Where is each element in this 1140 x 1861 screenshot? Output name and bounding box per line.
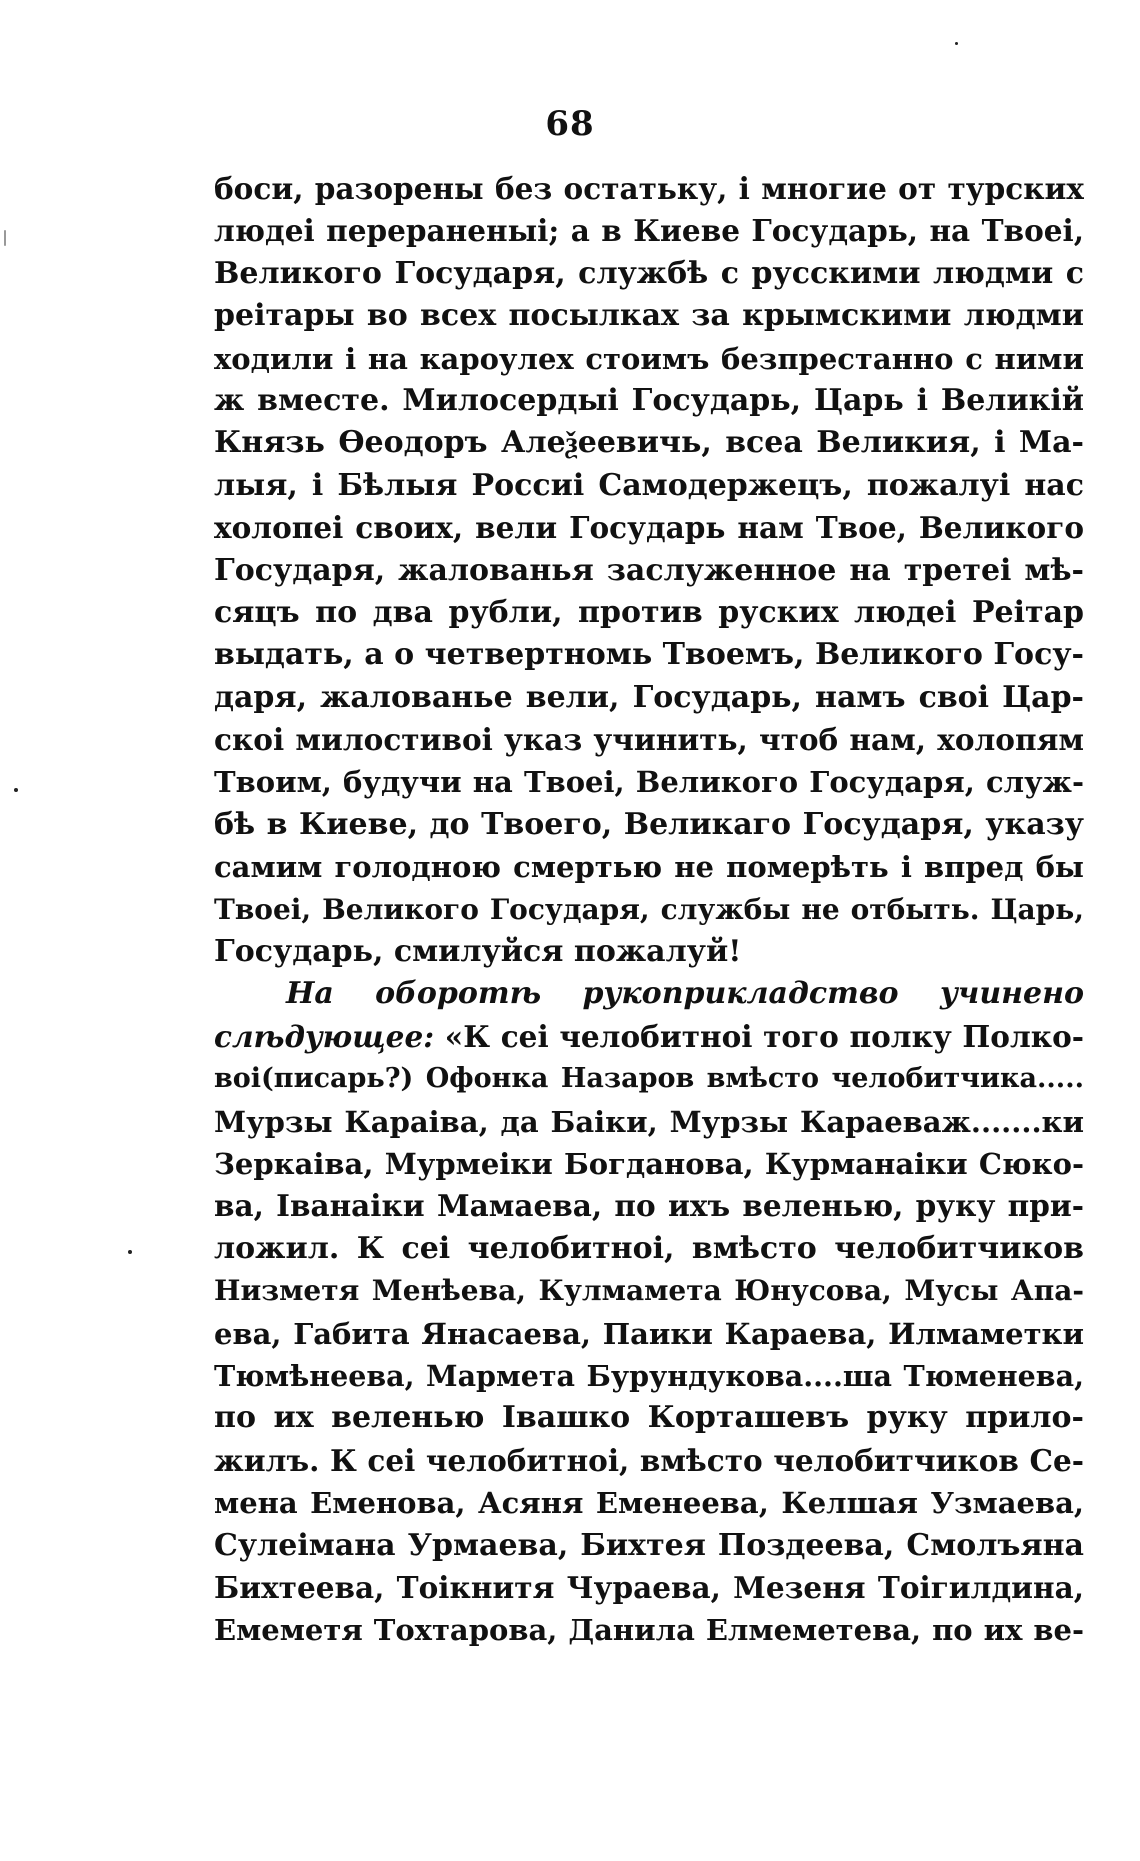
line-text: Государь, смилуйся пожалуй! — [214, 934, 742, 970]
scan-speck — [14, 788, 18, 792]
text-line — [214, 380, 1084, 422]
text-line — [214, 1525, 1084, 1567]
text-line — [214, 804, 1084, 846]
text-line — [214, 719, 1084, 761]
line-text: ходили і на кароулех стоимъ безпрестанно с ними — [214, 341, 1084, 376]
text-line — [214, 1270, 1084, 1312]
text-line — [214, 422, 1084, 464]
text-line — [214, 1185, 1084, 1227]
line-text: людеі перераненыі; а в Киеве Государь, на Твоеі, — [214, 213, 1084, 249]
text-line — [214, 253, 1084, 295]
line-text: Великого Государя, службѣ с русскими людми с — [214, 255, 1084, 291]
line-text: по их веленью Івашко Корташевъ руку прило- — [214, 1400, 1084, 1436]
line-text: «К сеі челобитноі того полку Полко- — [434, 1018, 1084, 1054]
text-line — [214, 1609, 1084, 1651]
line-text: боси, разорены без остатьку, і многие от турских — [214, 171, 1084, 206]
text-line — [214, 465, 1084, 507]
line-text: ева, Габита Янасаева, Паики Караева, Илмаметки — [214, 1316, 1084, 1351]
line-text: мена Еменова, Асяня Еменеева, Келшая Узмаева, — [214, 1486, 1084, 1521]
italic-text: На оборотѣ рукоприкладство учинено — [286, 976, 1084, 1012]
line-text: ложил. К сеі челобитноі, вмѣсто челобитчиков — [214, 1230, 1084, 1266]
line-text: Сулеімана Урмаева, Бихтея Поздеева, Смолъяна — [214, 1527, 1084, 1563]
text-line — [214, 931, 1084, 973]
line-text: ва, Іванаіки Мамаева, по ихъ веленью, руку при- — [214, 1188, 1084, 1224]
line-text: Князь Ѳеодоръ Алеѯеевичь, всеа Великия, і Ма- — [214, 425, 1084, 461]
text-line — [214, 295, 1084, 337]
line-text: Мурзы Караіва, да Баіки, Мурзы Караеваж.......ки — [214, 1104, 1084, 1139]
line-text: Твоим, будучи на Твоеі, Великого Государя, служ- — [214, 765, 1084, 800]
text-line — [214, 338, 1084, 380]
line-text: жилъ. К сеі челобитноі, вмѣсто челобитчиков Се- — [214, 1442, 1084, 1478]
text-line — [214, 210, 1084, 252]
text-line — [214, 1016, 1084, 1058]
text-line — [214, 1567, 1084, 1609]
text-line — [214, 1058, 1084, 1100]
scan-speck — [128, 1250, 132, 1254]
text-line — [214, 1440, 1084, 1482]
text-line — [214, 1397, 1084, 1439]
italic-text: слѣдующее: — [214, 1018, 435, 1054]
text-line — [214, 973, 1084, 1015]
line-text: сяцъ по два рубли, против руских людеі Реітар — [214, 594, 1084, 630]
scan-speck — [955, 42, 958, 45]
line-text: даря, жалованье вели, Государь, намъ своі Цар- — [214, 679, 1084, 715]
line-text: лыя, і Бѣлыя Россиі Самодержецъ, пожалуі нас — [214, 467, 1084, 503]
line-text: выдать, а о четвертномь Твоемъ, Великого Госу- — [214, 637, 1084, 673]
line-text: Тюмѣнеева, Мармета Бурундукова....ша Тюменева, — [214, 1358, 1084, 1393]
page-number: 68 — [545, 104, 595, 144]
text-line — [214, 1482, 1084, 1524]
text-line — [214, 761, 1084, 803]
line-text: воі(писарь?) Офонка Назаров вмѣсто челобитчика..... — [214, 1063, 1084, 1095]
line-text: Твоеі, Великого Государя, службы не отбыть. Царь, — [214, 892, 1084, 926]
line-text: ж вместе. Милосердыі Государь, Царь і Великій — [214, 382, 1084, 418]
text-line — [214, 634, 1084, 676]
line-text: Бихтеева, Тоікнитя Чураева, Мезеня Тоігилдина, — [214, 1569, 1084, 1605]
line-text: самим голодною смертью не померѣть і впред бы — [214, 850, 1084, 885]
line-text: Государя, жалованья заслуженное на третеі мѣ- — [214, 552, 1084, 588]
line-text: холопеі своих, вели Государь нам Твое, Великого — [214, 510, 1084, 546]
text-line — [214, 592, 1084, 634]
text-line — [214, 889, 1084, 931]
line-text: реітары во всех посылках за крымскими людми — [214, 298, 1084, 334]
scan-speck — [4, 230, 6, 246]
text-line — [214, 1355, 1084, 1397]
text-line — [214, 550, 1084, 592]
line-text: Зеркаіва, Мурмеіки Богданова, Курманаіки Сюко- — [214, 1146, 1084, 1181]
text-line — [214, 507, 1084, 549]
line-text: бѣ в Киеве, до Твоего, Великаго Государя, указу — [214, 806, 1084, 842]
text-line — [214, 1101, 1084, 1143]
line-text: Емеметя Тохтарова, Данила Елмеметева, по их ве- — [214, 1613, 1084, 1648]
text-line — [214, 677, 1084, 719]
text-line — [214, 846, 1084, 888]
line-text: Низметя Менѣева, Кулмамета Юнусова, Мусы Апа- — [214, 1274, 1084, 1308]
body-text — [214, 168, 1084, 1652]
text-line — [214, 1313, 1084, 1355]
line-text: скоі милостивоі указ учинить, чтоб нам, холопям — [214, 722, 1084, 758]
text-line — [214, 1228, 1084, 1270]
text-line — [214, 168, 1084, 210]
text-line — [214, 1143, 1084, 1185]
